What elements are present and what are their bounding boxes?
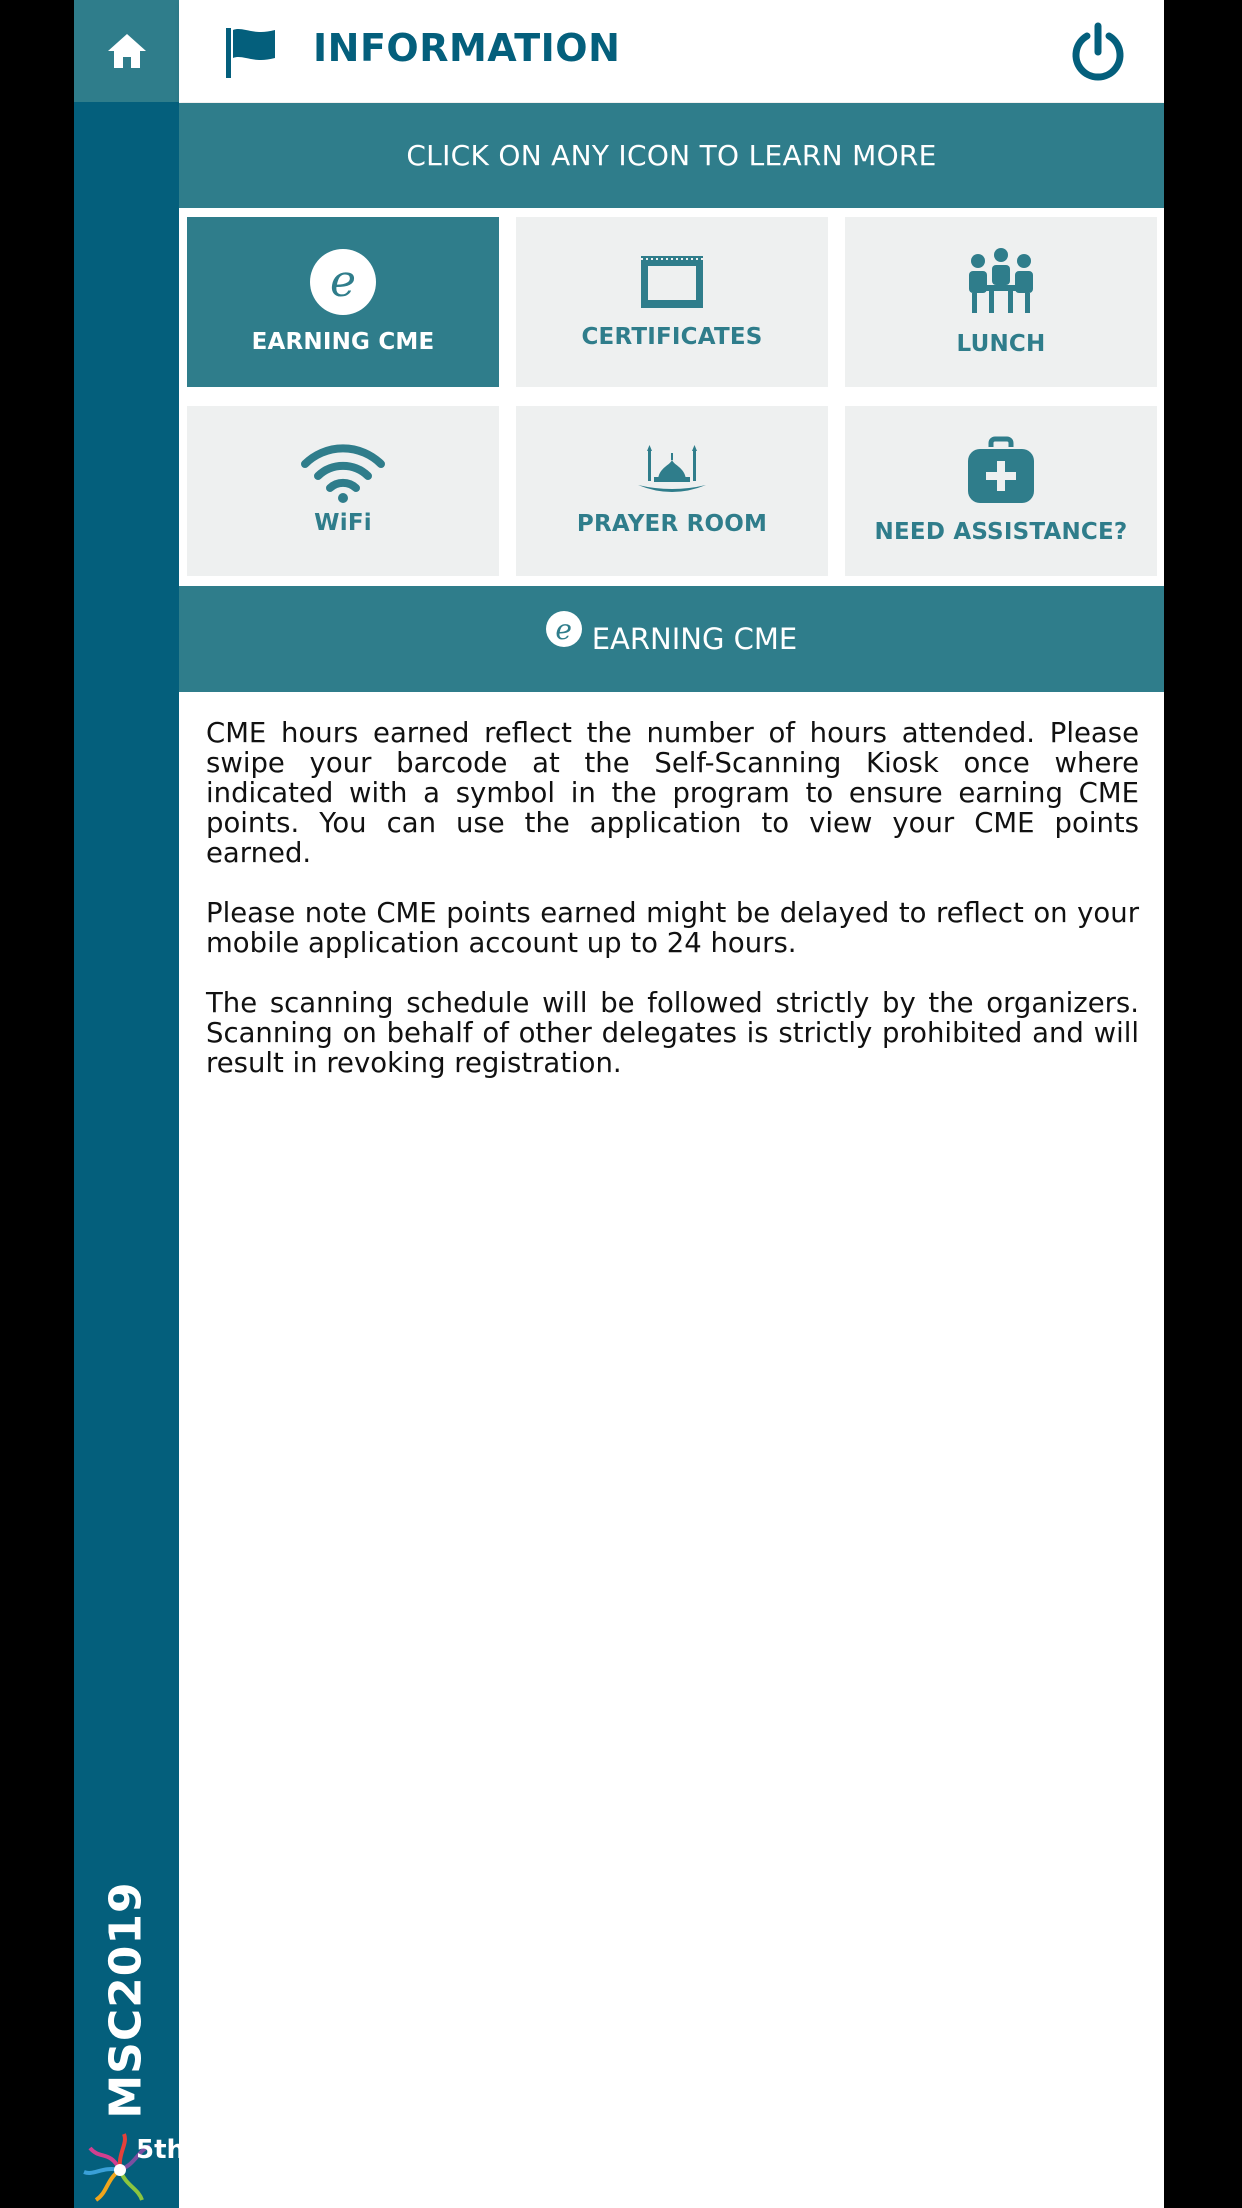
- tile-earning-cme[interactable]: [187, 217, 499, 387]
- page-title: INFORMATION: [313, 26, 621, 70]
- tile-label: PRAYER ROOM: [576, 511, 768, 537]
- top-bar: [179, 0, 1164, 102]
- logout-button[interactable]: [1069, 22, 1127, 86]
- tile-need-assistance[interactable]: [845, 406, 1157, 576]
- tile-label: CERTIFICATES: [581, 324, 763, 350]
- home-button[interactable]: [74, 0, 179, 102]
- tile-label: LUNCH: [956, 331, 1046, 357]
- app-window: [74, 0, 1164, 2208]
- section-body: [206, 718, 1139, 1108]
- brand-label: MSC2019: [100, 1881, 152, 2119]
- tile-label: WiFi: [314, 510, 372, 536]
- event-logo: [80, 2128, 186, 2204]
- first-aid-kit-icon: [967, 437, 1035, 505]
- tile-lunch[interactable]: [845, 217, 1157, 387]
- paragraph: CME hours earned reflect the number of hours attended. Please swipe your barcode at the Self-Scanning Kiosk once where indicated with a symbol in the program to ensure earning CME points. You can use the application to view your CME points earned.: [206, 717, 1139, 869]
- dining-people-icon: [968, 247, 1034, 317]
- tile-prayer-room[interactable]: [516, 406, 828, 576]
- main-content: [179, 0, 1164, 2208]
- section-title: EARNING CME: [591, 622, 798, 656]
- sidebar: [74, 0, 186, 2208]
- home-icon: [106, 32, 148, 70]
- wifi-icon: [301, 446, 385, 504]
- e-letter-icon: [310, 249, 376, 315]
- power-icon: [1069, 22, 1127, 82]
- paragraph: Please note CME points earned might be delayed to reflect on your mobile application account up to 24 hours.: [206, 897, 1139, 959]
- svg-text:e: e: [329, 256, 357, 307]
- instruction-banner: CLICK ON ANY ICON TO LEARN MORE: [179, 103, 1164, 208]
- section-header: [179, 586, 1164, 692]
- tile-wifi[interactable]: [187, 406, 499, 576]
- logo-badge-text: 5th: [136, 2135, 186, 2165]
- mosque-icon: [636, 445, 708, 497]
- paragraph: The scanning schedule will be followed strictly by the organizers. Scanning on behalf of other delegates is strictly prohibited and will result in revoking registration.: [206, 987, 1139, 1079]
- tile-label: EARNING CME: [251, 329, 435, 355]
- flag-icon: [223, 26, 277, 80]
- e-letter-icon: e: [546, 611, 582, 647]
- info-tile-grid: [179, 208, 1164, 586]
- tile-label: NEED ASSISTANCE?: [874, 519, 1128, 545]
- certificate-frame-icon: [639, 254, 705, 310]
- tile-certificates[interactable]: [516, 217, 828, 387]
